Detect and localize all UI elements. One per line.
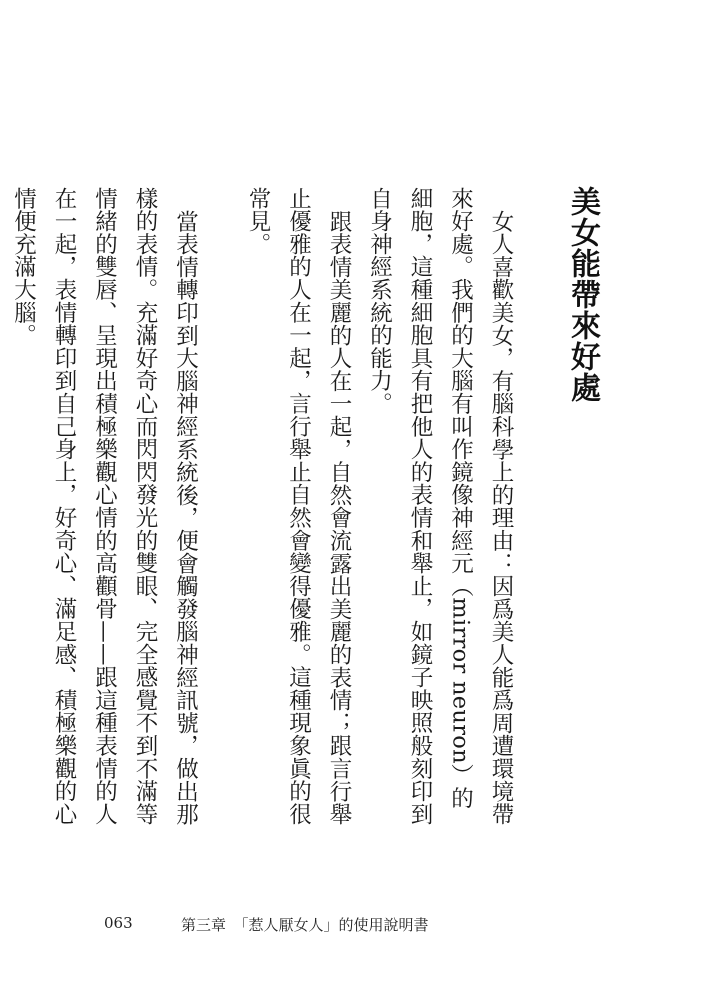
- body-text: [10, 187, 521, 827]
- section-heading: 美女能帶來好處: [565, 186, 600, 403]
- page-number: 063: [104, 914, 133, 932]
- paragraph-3: 當表情轉印到大腦神經系統後，便會觸發腦神經訊號，做出那樣的表情。充滿好奇心而閃閃發光的雙眼、完全感覺不到不滿等情緒的雙唇、呈現出積極樂觀心情的高顴骨——跟這種表情的人在一起，表情轉印到自己身上，好奇心、滿足感、積極樂觀的心情便充滿大腦。: [10, 187, 199, 826]
- paragraph-2: 跟表情美麗的人在一起，自然會流露出美麗的表情；跟言行舉止優雅的人在一起，言行舉止自然會變得優雅。這種現象眞的很常見。: [245, 187, 352, 826]
- running-head: 第三章 「惹人厭女人」的使用說明書: [181, 916, 429, 934]
- paragraph-1: 女人喜歡美女，有腦科學上的理由：因爲美人能爲周遭環境帶來好處。我們的大腦有叫作鏡像神經元（mirror neuron）的細胞，這種細胞具有把他人的表情和舉止，如鏡子映照般刻印到自身神經系統的能力。: [366, 187, 514, 826]
